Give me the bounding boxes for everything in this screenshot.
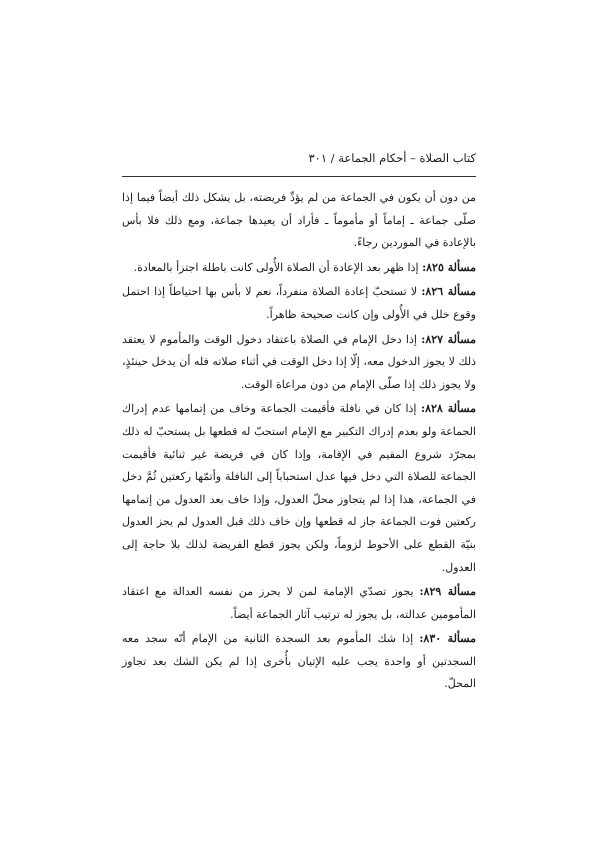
issue-text: يجوز تصدّي الإمامة لمن لا يحرز من نفسه العدالة مع اعتقاد المأمومين عدالته، بل يجوز له ترتيب آثار الجماعة أيضاً. xyxy=(122,585,476,621)
issue-text: لا تستحبّ إعادة الصلاة منفرداً، نعم لا بأس بها احتياطاً إذا احتمل وقوع خلل في الأُولى وإن كانت صحيحة ظاهراً. xyxy=(122,285,476,321)
paragraph-continuation xyxy=(122,187,476,255)
issue-label: مسألة ٨٢٨: xyxy=(421,402,476,416)
paragraph-text: من دون أن يكون في الجماعة من لم يؤدِّ فريضته، بل يشكل ذلك أيضاً فيما إذا صلّى جماعة ـ إماماً أو مأموماً ـ فأراد أن يعيدها جماعة، ومع ذلك فلا بأس بالإعادة في الموردين رجاءً. xyxy=(122,191,476,250)
issue-text: إذا دخل الإمام في الصلاة باعتقاد دخول الوقت والمأموم لا يعتقد ذلك لا يجوز الدخول معه، إلّا إذا دخل الوقت في أثناء صلاته فله أن يدخل حينئذٍ، ولا يجوز ذلك إذا صلّى الإمام من دون مراعاة الوقت. xyxy=(122,332,476,391)
issue-827 xyxy=(122,329,476,397)
issue-label: مسألة ٨٢٦: xyxy=(421,285,476,299)
issue-text: إذا شك المأموم بعد السجدة الثانية من الإمام أنّه سجد معه السجدتين أو واحدة يجب عليه الإتيان بأُخرى إذا لم يكن الشك بعد تجاوز المحلّ. xyxy=(122,632,476,691)
issue-825 xyxy=(122,257,476,280)
issue-826 xyxy=(122,281,476,326)
issue-label: مسألة ٨٣٠: xyxy=(419,632,476,646)
issue-text: إذا ظهر بعد الإعادة أن الصلاة الأُولى كانت باطلة اجتزأ بالمعادة. xyxy=(133,260,423,274)
issue-label: مسألة ٨٢٩: xyxy=(419,585,477,599)
running-header: كتاب الصلاة – أحكام الجماعة / ٣٠١ xyxy=(308,151,476,165)
issue-829 xyxy=(122,581,476,626)
issue-830 xyxy=(122,628,476,696)
issue-828 xyxy=(122,398,476,579)
issue-label: مسألة ٨٢٧: xyxy=(421,332,476,346)
issue-text: إذا كان في نافلة فأقيمت الجماعة وخاف من إتمامها عدم إدراك الجماعة ولو بعدم إدراك التكبير مع الإمام استحبّ له قطعها بل يستحبّ له ذلك بمجرّد شروع المقيم في الإقامة، وإذا كان في فريضة غير ثنائية فأقيمت الجماعة للصلاة التي دخل فيها عدل استحباباً إلى النافلة وأتمّها ركعتين ثُمَّ دخل في الجماعة، هذا إذا لم يتجاوز محلّ العدول، وإذا خاف بعد العدول من إتمامها ركعتين فوت الجماعة جاز له قطعها وإن خاف ذلك قبل العدول لم يجز العدول بنيّة القطع على الأحوط لزوماً، ولكن يجوز قطع الفريضة لذلك بلا حاجة إلى العدول. xyxy=(122,402,476,574)
page-body xyxy=(122,187,476,698)
issue-label: مسألة ٨٢٥: xyxy=(422,260,476,274)
header-rule xyxy=(122,176,476,177)
